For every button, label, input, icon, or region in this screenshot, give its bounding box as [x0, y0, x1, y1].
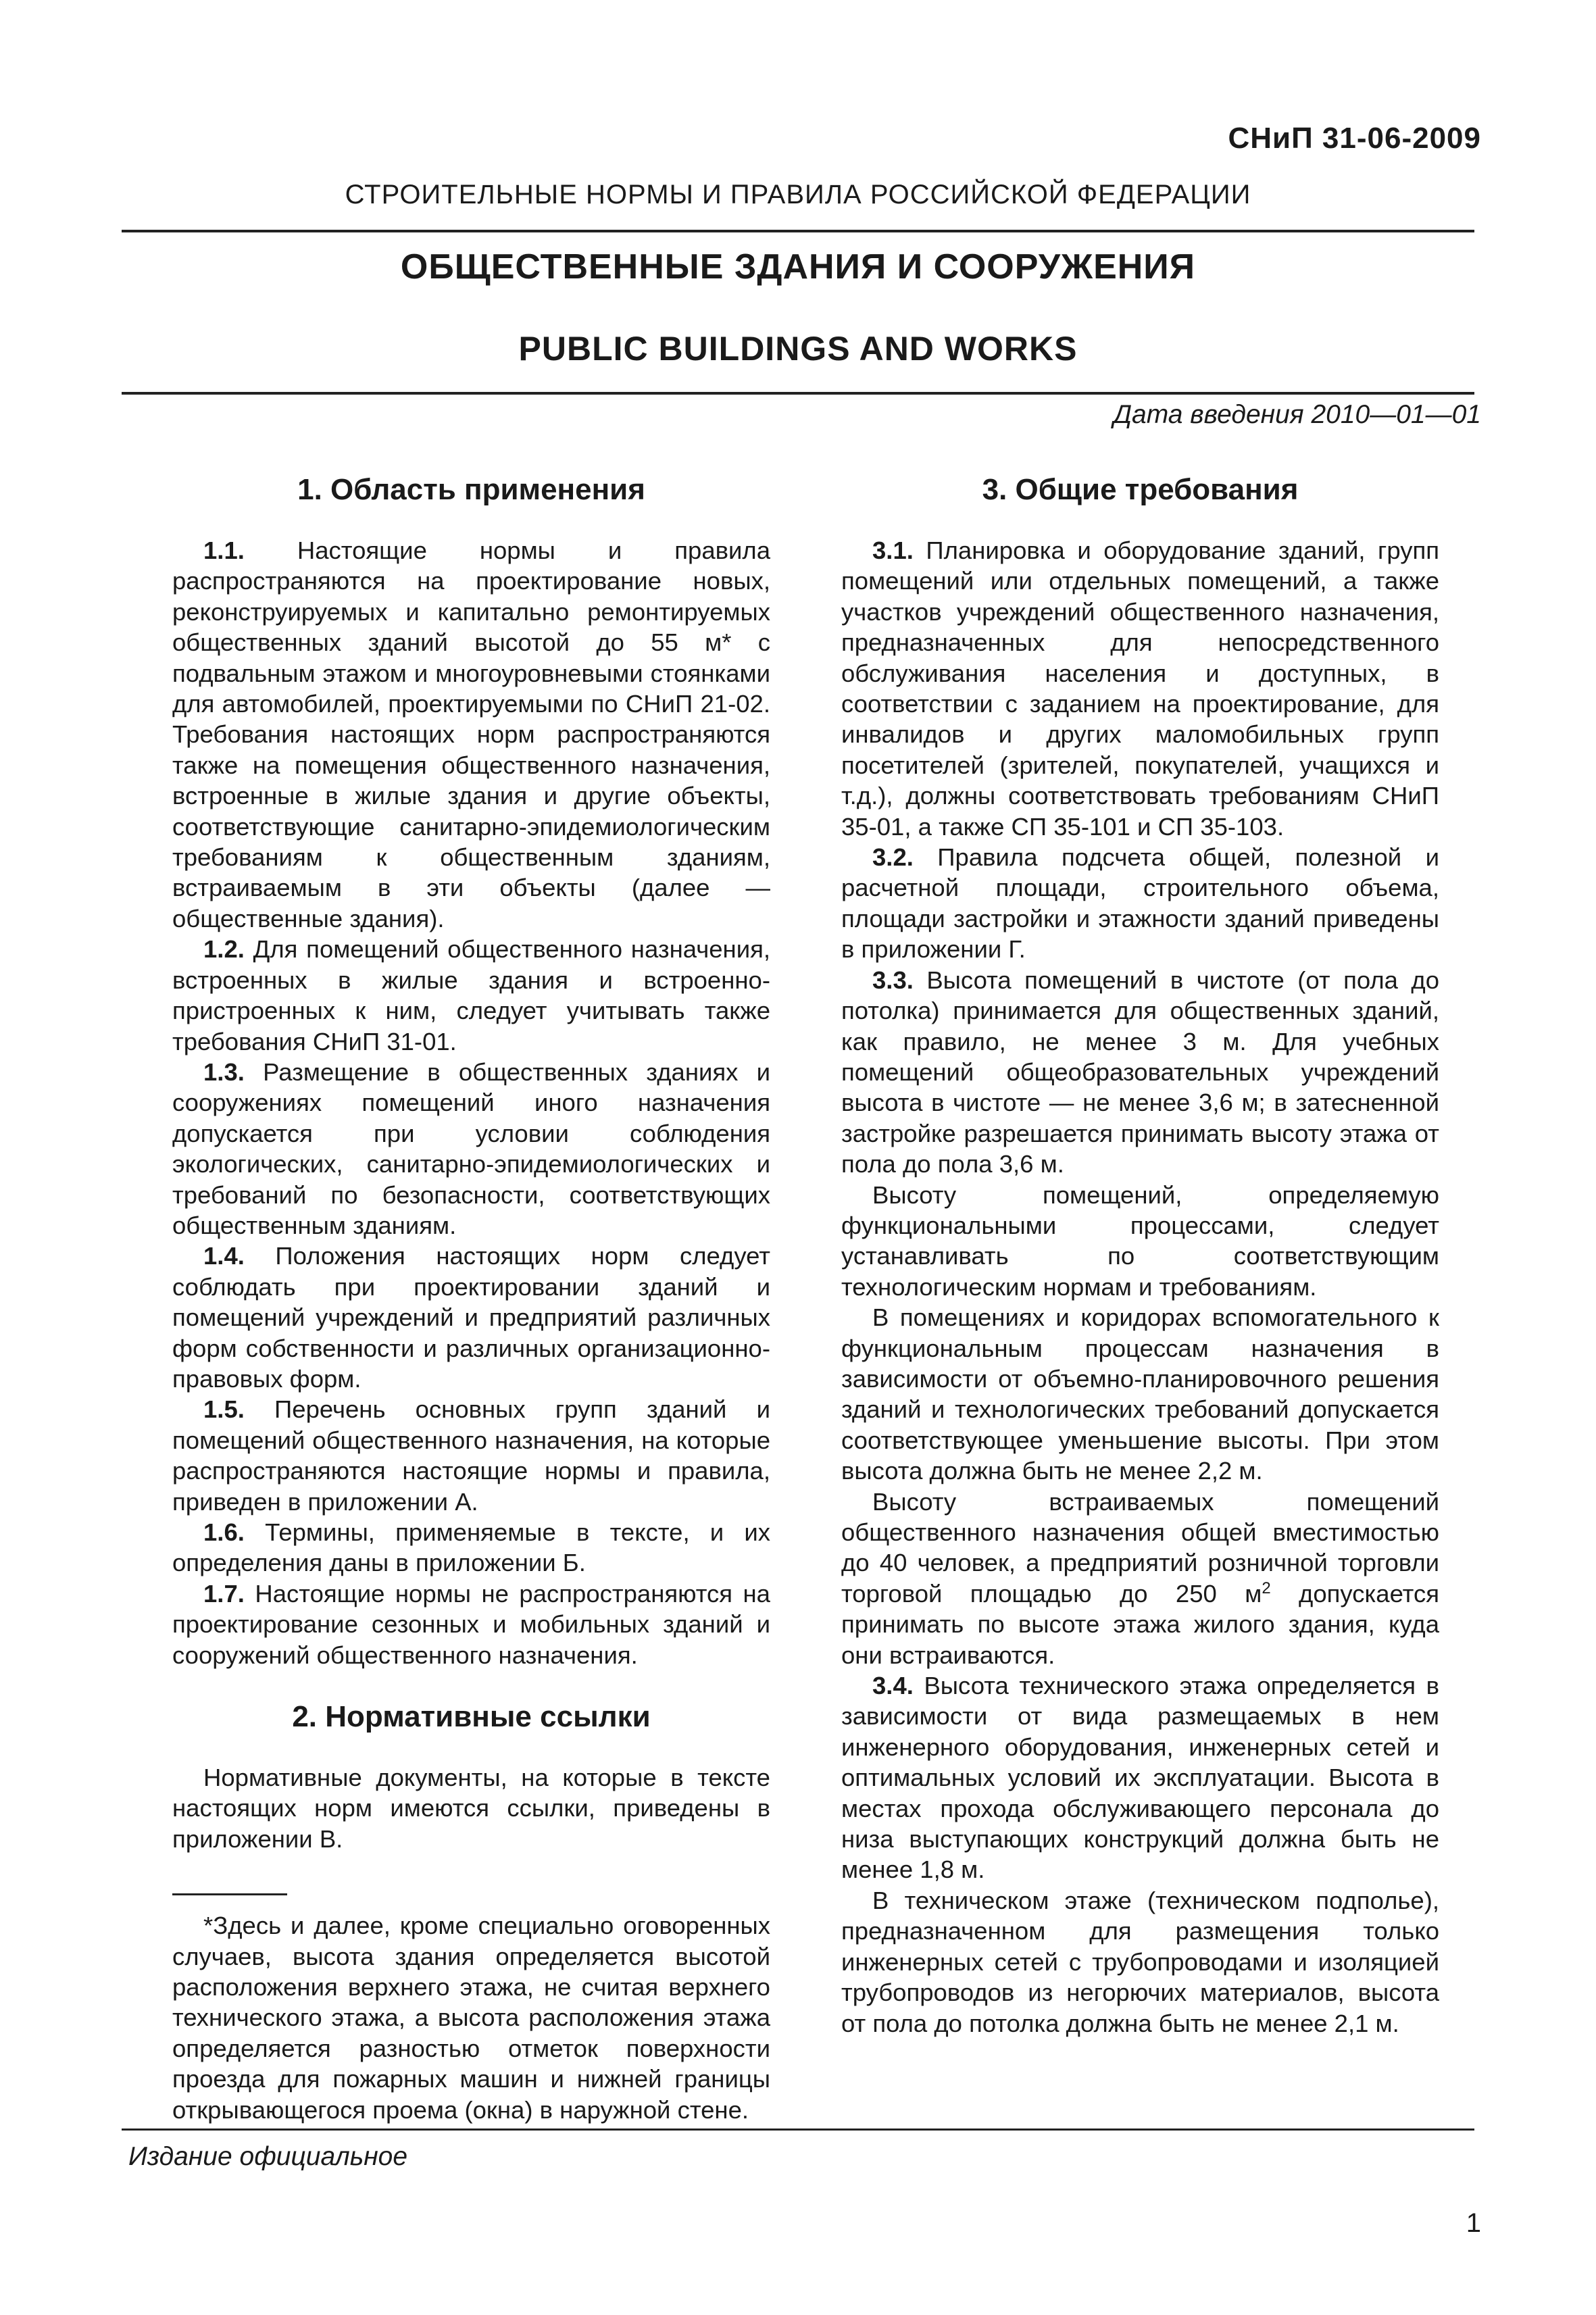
footnote-rule — [172, 1893, 287, 1895]
paragraph-3-2 — [841, 842, 1439, 965]
clause-number: 1.2. — [203, 935, 245, 964]
paragraph-3-3 — [841, 965, 1439, 1180]
title-russian: ОБЩЕСТВЕННЫЕ ЗДАНИЯ И СООРУЖЕНИЯ — [400, 247, 1196, 287]
footer-rule — [122, 2129, 1474, 2131]
clause-number: 3.3. — [872, 966, 914, 994]
footnote: *Здесь и далее, кроме специально оговоренных случаев, высота здания определяется высотой расположения верхнего этажа, не считая верхнего технического этажа, а высота расположения этажа определяется разностью отметок поверхности проезда для пожарных машин и нижней границы открывающегося проема (окна) в наружной стене. — [172, 1912, 770, 2124]
clause-number: 1.7. — [203, 1579, 245, 1608]
clause-number: 3.4. — [872, 1672, 914, 1700]
paragraph-1-2 — [172, 934, 770, 1057]
paragraph-2: Нормативные документы, на которые в тексте настоящих норм имеются ссылки, приведены в приложении В. — [172, 1764, 770, 1853]
clause-number: 3.1. — [872, 537, 914, 564]
title-rule — [122, 392, 1474, 395]
clause-text: Высоту встраиваемых помещений общественного назначения общей вместимостью до 40 человек, а предприятий розничной торговли торговой площадью до 250 м — [841, 1487, 1439, 1608]
paragraph-1-5 — [172, 1394, 770, 1517]
section-1-heading: 1. Область применения — [297, 473, 645, 506]
clause-text: Настоящие нормы и правила распространяются на проектирование новых, реконструируемых и капитально ремонтируемых общественных зданий высотой до 55 м* с подвальным этажом и многоуровневыми стоянками для автомобилей, проектируемыми по СНиП 21-02. Требования настоящих норм распространяются также на помещения общественного назначения, встроенные в жилые здания и другие объекты, соответствующие санитарно-эпидемиологическим требованиям к общественным зданиям, встраиваемым в эти объекты (далее — общественные здания). — [172, 537, 770, 932]
clause-text: Высота технического этажа определяется в зависимости от вида размещаемых в нем инженерного оборудования, инженерных сетей и оптимальных условий их эксплуатации. Высота в местах прохода обслуживающего персонала до низа выступающих конструкций должна быть не менее 1,8 м. — [841, 1672, 1439, 1884]
clause-number: 1.6. — [203, 1518, 245, 1546]
clause-number: 1.5. — [203, 1395, 245, 1424]
clause-text: Высота помещений в чистоте (от пола до потолка) принимается для общественных зданий, как правило, не менее 3 м. Для учебных помещений общеобразовательных учреждений высота в чистоте — не менее 3,6 м; в затесненной застройке разрешается принимать высоту этажа от пола до пола 3,6 м. — [841, 966, 1439, 1178]
clause-text: Планировка и оборудование зданий, групп помещений или отдельных помещений, а также участков учреждений общественного назначения, предназначенных для непосредственного обслуживания населения и доступных, в соответствии с заданием на проектирование, для инвалидов и других маломобильных групп посетителей (зрителей, покупателей, учащихся и т.д.), должны соответствовать требованиям СНиП 35-01, а также СП 35-101 и СП 35-103. — [841, 537, 1439, 841]
superscript: 2 — [1262, 1578, 1271, 1597]
paragraph-1-1 — [172, 535, 770, 934]
clause-number: 1.1. — [203, 537, 245, 564]
clause-text: Термины, применяемые в тексте, и их определения даны в приложении Б. — [172, 1518, 770, 1577]
top-rule — [122, 230, 1474, 232]
clause-text: Настоящие нормы не распространяются на проектирование сезонных и мобильных зданий и сооружений общественного назначения. — [172, 1579, 770, 1669]
paragraph-3-4 — [841, 1670, 1439, 1885]
clause-text: Правила подсчета общей, полезной и расчетной площади, строительного объема, площади застройки и этажности зданий приведены в приложении Г. — [841, 843, 1439, 964]
page-number: 1 — [1466, 2208, 1481, 2238]
clause-text: Размещение в общественных зданиях и сооружениях помещений иного назначения допускается при условии соблюдения экологических, санитарно-эпидемиологических и требований по безопасности, соответствующих общественным зданиям. — [172, 1057, 770, 1239]
clause-number: 3.2. — [872, 843, 914, 872]
paragraph-1-7 — [172, 1578, 770, 1670]
paragraph-3-4-b: В техническом этаже (техническом подполье), предназначенном для размещения только инженерных сетей с трубопроводами и изоляцией трубопроводов из негорючих материалов, высота от пола до потолка должна быть не менее 2,1 м. — [841, 1886, 1439, 2037]
paragraph-1-4 — [172, 1241, 770, 1394]
paragraph-1-6 — [172, 1517, 770, 1578]
clause-text: допускается принимать по высоте этажа жилого здания, куда они встраиваются. — [841, 1579, 1439, 1669]
paragraph-3-3-d — [841, 1487, 1439, 1670]
introduction-date: Дата введения 2010—01—01 — [1113, 400, 1481, 429]
document-code: СНиП 31-06-2009 — [1228, 122, 1481, 155]
right-column — [841, 473, 1439, 2039]
clause-number: 1.3. — [203, 1057, 245, 1086]
official-edition-label: Издание официальное — [128, 2142, 408, 2171]
clause-text: Перечень основных групп зданий и помещений общественного назначения, на которые распространяются настоящие нормы и правила, приведен в приложении А. — [172, 1395, 770, 1516]
left-column — [172, 473, 770, 2125]
organization-header: СТРОИТЕЛЬНЫЕ НОРМЫ И ПРАВИЛА РОССИЙСКОЙ ФЕДЕРАЦИИ — [345, 180, 1251, 209]
section-3-heading: 3. Общие требования — [982, 473, 1299, 506]
clause-text: Положения настоящих норм следует соблюдать при проектировании зданий и помещений учреждений и предприятий различных форм собственности и различных организационно-правовых форм. — [172, 1242, 770, 1393]
paragraph-3-3-c: В помещениях и коридорах вспомогательного к функциональным процессам назначения в зависимости от объемно-планировочного решения зданий и технологических требований допускается соответствующее уменьшение высоты. При этом высота должна быть не менее 2,2 м. — [841, 1303, 1439, 1485]
paragraph-3-1 — [841, 535, 1439, 842]
title-english: PUBLIC BUILDINGS AND WORKS — [518, 330, 1078, 368]
section-2-heading: 2. Нормативные ссылки — [292, 1700, 651, 1734]
paragraph-3-3-b: Высоту помещений, определяемую функциональными процессами, следует устанавливать по соответствующим технологическим нормам и требованиям. — [841, 1180, 1439, 1301]
clause-number: 1.4. — [203, 1242, 245, 1270]
clause-text: Для помещений общественного назначения, встроенных в жилые здания и встроенно-пристроенных к ним, следует учитывать также требования СНиП 31-01. — [172, 935, 770, 1055]
paragraph-1-3 — [172, 1057, 770, 1241]
